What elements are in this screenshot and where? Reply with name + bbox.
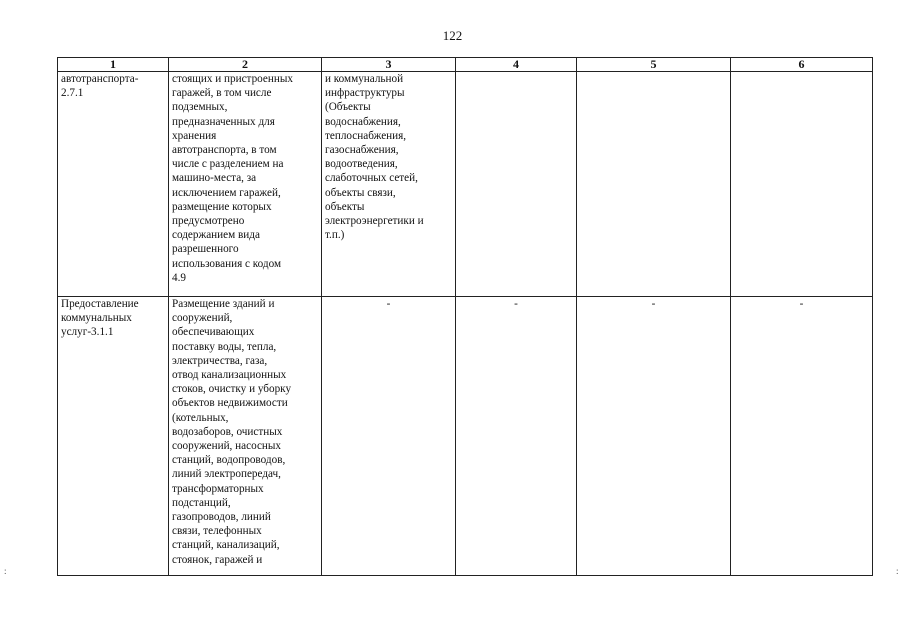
table-row: [58, 297, 873, 576]
right-edge-mark: :: [896, 566, 899, 576]
cell-column-4: [456, 72, 577, 297]
table-row: [58, 72, 873, 297]
column-header-2: 2: [169, 58, 322, 72]
cell-column-3: и коммунальной инфраструктуры (Объекты водоснабжения, теплоснабжения, газоснабжения, водоотведения, слаботочных сетей, объекты связи, объекты электроэнергетики и т.п.): [322, 72, 456, 297]
header-row: [58, 58, 873, 72]
cell-column-3: -: [322, 297, 456, 576]
column-header-6: 6: [731, 58, 873, 72]
column-header-5: 5: [577, 58, 731, 72]
column-header-4: 4: [456, 58, 577, 72]
left-edge-mark: :: [4, 566, 7, 576]
page-number: 122: [442, 28, 463, 43]
cell-use-type-name: Предоставление коммунальных услуг-3.1.1: [58, 297, 169, 576]
cell-column-5: -: [577, 297, 731, 576]
cell-column-5: [577, 72, 731, 297]
cell-column-6: -: [731, 297, 873, 576]
cell-column-4: -: [456, 297, 577, 576]
column-header-3: 3: [322, 58, 456, 72]
cell-use-description: стоящих и пристроенных гаражей, в том числе подземных, предназначенных для хранения автотранспорта, в том числе с разделением на машино-места, за исключением гаражей, размещение которых предусмотрено содержанием вида разрешенного использования с кодом 4.9: [169, 72, 322, 297]
cell-use-description: Размещение зданий и сооружений, обеспечивающих поставку воды, тепла, электричества, газа, отвод канализационных стоков, очистку и уборку объектов недвижимости (котельных, водозаборов, очистных сооружений, насосных станций, водопроводов, линий электропередач, трансформаторных подстанций, газопроводов, линий связи, телефонных станций, канализаций, стоянок, гаражей и: [169, 297, 322, 576]
column-header-1: 1: [58, 58, 169, 72]
cell-column-6: [731, 72, 873, 297]
land-use-table: [57, 57, 873, 576]
cell-use-type-name: автотранспорта- 2.7.1: [58, 72, 169, 297]
